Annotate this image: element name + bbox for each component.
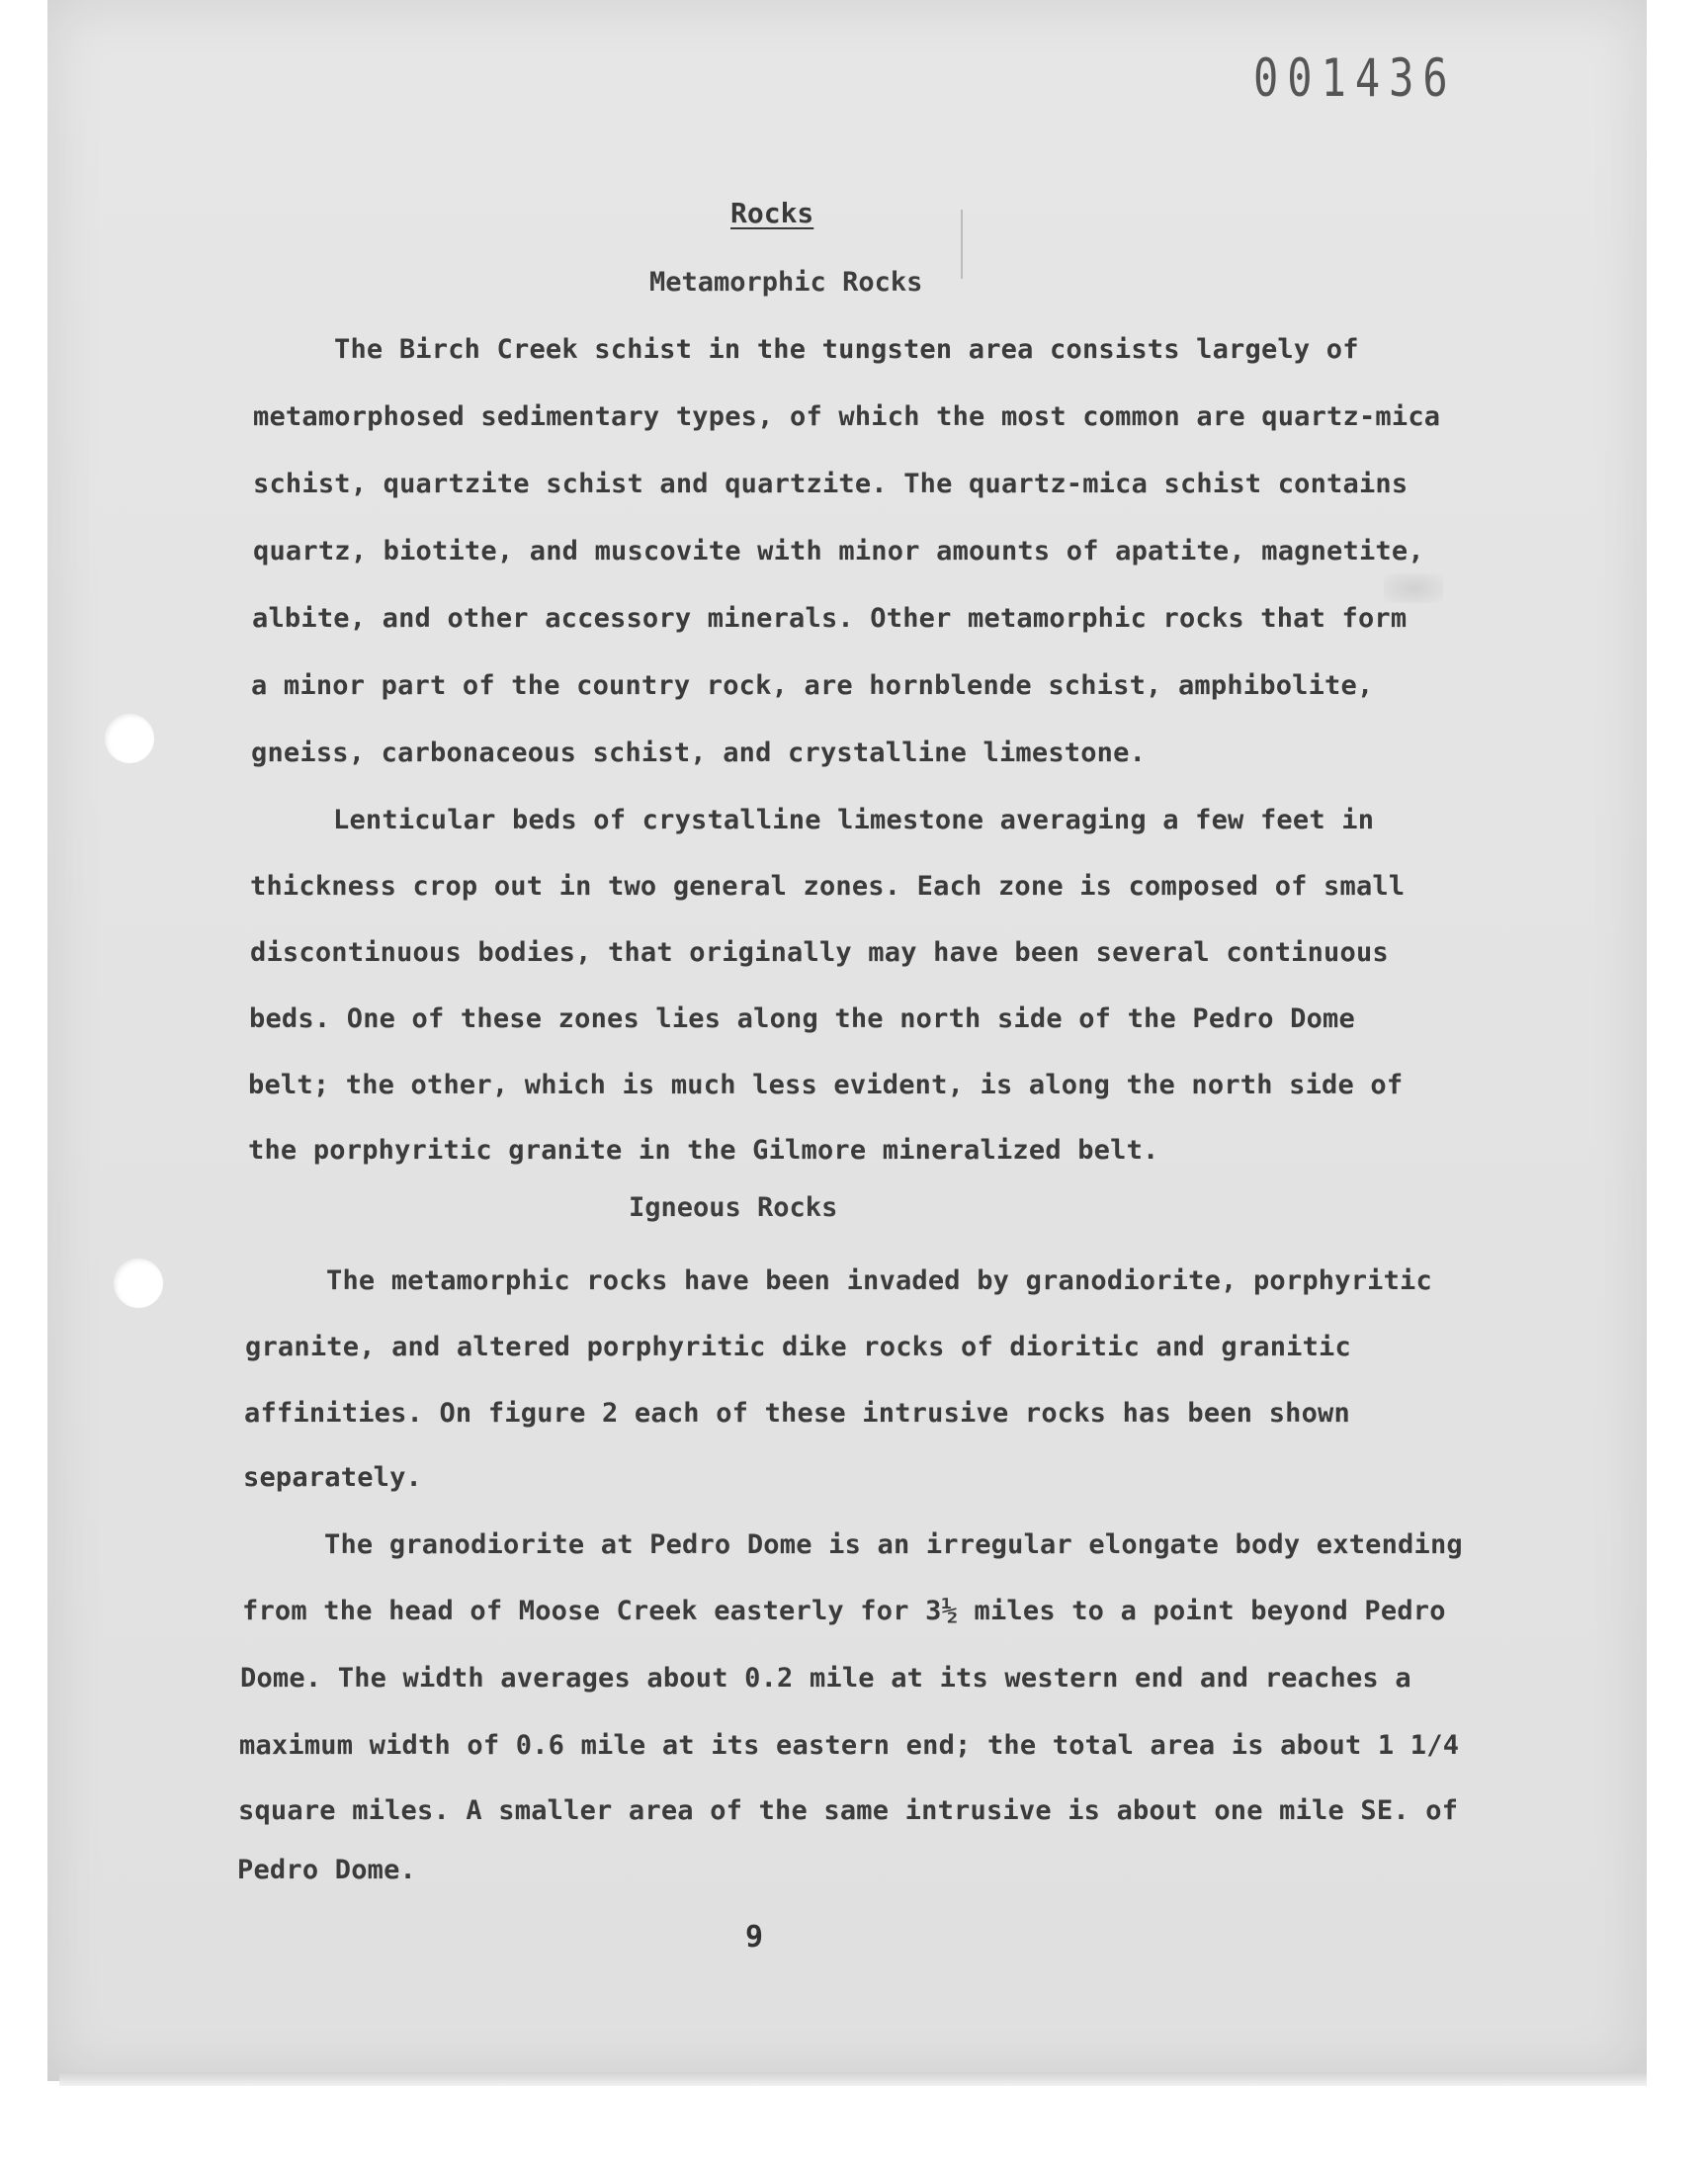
text-line: the porphyritic granite in the Gilmore mineralized belt. bbox=[248, 1135, 1159, 1166]
page-number: 9 bbox=[745, 1920, 764, 1955]
text-line: from the head of Moose Creek easterly for 3½ miles to a point beyond Pedro bbox=[242, 1596, 1446, 1626]
text-line: square miles. A smaller area of the same intrusive is about one mile SE. of bbox=[238, 1795, 1459, 1826]
text-line: discontinuous bodies, that originally may have been several continuous bbox=[250, 937, 1389, 968]
text-line: The metamorphic rocks have been invaded by granodiorite, porphyritic bbox=[326, 1265, 1432, 1296]
text-line: gneiss, carbonaceous schist, and crystalline limestone. bbox=[251, 738, 1147, 768]
text-line: The granodiorite at Pedro Dome is an irregular elongate body extending bbox=[324, 1529, 1463, 1560]
smudge-mark bbox=[1384, 573, 1443, 603]
text-line: Lenticular beds of crystalline limestone averaging a few feet in bbox=[333, 805, 1375, 835]
page-title: Rocks bbox=[730, 197, 814, 229]
text-line: granite, and altered porphyritic dike rocks of dioritic and granitic bbox=[245, 1332, 1351, 1362]
document-stamp-number: 001436 bbox=[1253, 47, 1457, 109]
text-line: maximum width of 0.6 mile at its eastern end; the total area is about 1 1/4 bbox=[239, 1730, 1460, 1761]
text-line: albite, and other accessory minerals. Other metamorphic rocks that form bbox=[252, 603, 1408, 634]
text-line: belt; the other, which is much less evident, is along the north side of bbox=[248, 1070, 1404, 1100]
section-heading-igneous: Igneous Rocks bbox=[629, 1192, 838, 1223]
text-line: schist, quartzite schist and quartzite. The quartz-mica schist contains bbox=[253, 469, 1409, 499]
text-line: beds. One of these zones lies along the north side of the Pedro Dome bbox=[249, 1003, 1355, 1034]
text-line: separately. bbox=[243, 1462, 423, 1493]
section-heading-metamorphic: Metamorphic Rocks bbox=[649, 267, 923, 298]
text-line: quartz, biotite, and muscovite with minor amounts of apatite, magnetite, bbox=[253, 536, 1424, 566]
page-edge-shadow bbox=[59, 2072, 1647, 2086]
text-line: metamorphosed sedimentary types, of which the most common are quartz-mica bbox=[253, 401, 1441, 432]
text-line: a minor part of the country rock, are hornblende schist, amphibolite, bbox=[251, 670, 1374, 701]
stray-pen-mark bbox=[961, 210, 963, 279]
punch-hole-top bbox=[105, 714, 154, 763]
text-line: Pedro Dome. bbox=[237, 1855, 417, 1885]
punch-hole-bottom bbox=[114, 1259, 163, 1308]
text-line: thickness crop out in two general zones. Each zone is composed of small bbox=[250, 871, 1406, 902]
text-line: The Birch Creek schist in the tungsten area consists largely of bbox=[334, 334, 1359, 365]
document-page bbox=[47, 0, 1647, 2081]
text-line: affinities. On figure 2 each of these intrusive rocks has been shown bbox=[244, 1398, 1350, 1429]
text-line: Dome. The width averages about 0.2 mile at its western end and reaches a bbox=[240, 1663, 1411, 1694]
